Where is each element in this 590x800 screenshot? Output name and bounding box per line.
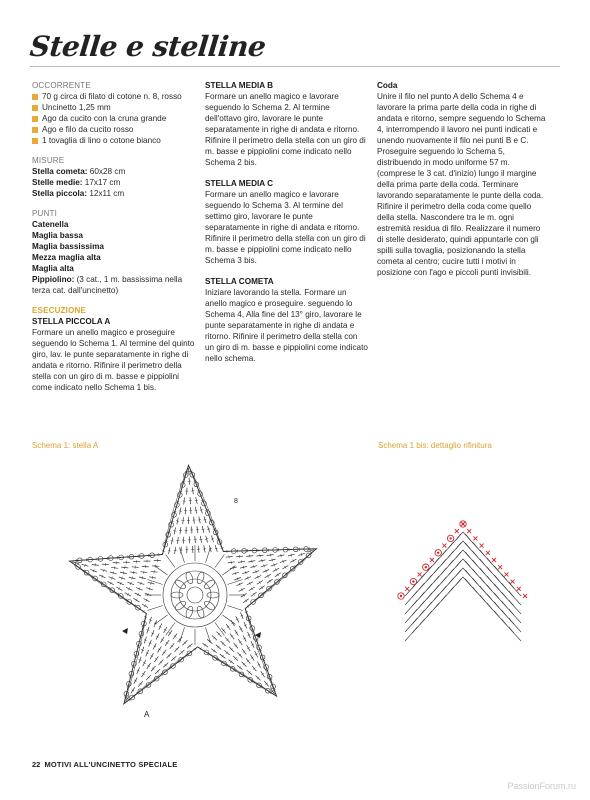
- section-heading-esecuzione: ESECUZIONE: [32, 306, 87, 315]
- column-tail: [377, 80, 547, 278]
- size-label: Stella piccola:: [32, 189, 88, 198]
- bullet-square-icon: [32, 138, 38, 144]
- stitch-name: Maglia bassissima: [32, 242, 104, 251]
- text-coda: Unire il filo nel punto A dello Schema 4 e lavorare la prima parte della coda in righe di andata e ritorno, sempre seguendo lo Schema 4, interrompendo il lavoro nei punti indicati e unendo nuovamente il filo nei punti B e C. Proseguire seguendo lo Schema 5, distribuendo in modo uniforme 57 m. (comprese le 3 cat. d'inizio) lungo il margine della prima parte della coda. Terminare lavorando separatamente le punte della coda. Rifinire il perimetro della coda come quello della stella. Nascondere tra le m. ogni estremità residua di filo. Realizzare il numero di stelle desiderato, quindi appuntarle con gli spilli sulla tovaglia, posizionando la stella cometa al centro; cucire tutti i motivi in posizione con l'ago e piccoli punti invisibili.: [377, 92, 546, 277]
- picot-dot: [437, 552, 439, 554]
- schema1bis-caption: Schema 1 bis: dettaglio rifinitura: [378, 441, 492, 450]
- stitch-name: Mezza maglia alta: [32, 253, 101, 262]
- material-item: [32, 135, 197, 146]
- picot-dot: [400, 595, 402, 597]
- material-text: Uncinetto 1,25 mm: [42, 103, 111, 112]
- material-text: Ago e filo da cucito rosso: [42, 125, 134, 134]
- picot-definition: [32, 274, 197, 296]
- picot-dot: [449, 537, 451, 539]
- page-number: 22: [32, 760, 41, 769]
- size-value: 17x17 cm: [82, 178, 121, 187]
- page-title: Stelle e stelline: [28, 30, 268, 63]
- size-value: 60x28 cm: [87, 167, 126, 176]
- text-stella-media-c: Formare un anello magico e lavorare seguendo lo Schema 3. Al termine del settimo giro, lavorare le punte separatamente in righe di andata e ritorno. Rifinire il perimetro della stella con un giro di m. basse e pippiolini come indicato nello Schema 3 bis.: [205, 190, 366, 265]
- size-label: Stelle medie:: [32, 178, 83, 187]
- page-footer: [32, 760, 177, 769]
- section-heading-occorrente: OCCORRENTE: [32, 81, 91, 90]
- magazine-name: MOTIVI ALL'UNCINETTO SPECIALE: [44, 760, 178, 769]
- point-a-label: A: [144, 710, 150, 719]
- picot-label: Pippiolino:: [32, 275, 75, 284]
- material-text: 70 g circa di filato di cotone n. 8, rosso: [42, 92, 182, 101]
- heading-stella-piccola: STELLA PICCOLA A: [32, 317, 111, 326]
- schema1-caption: Schema 1: stella A: [32, 441, 99, 450]
- section-heading-misure: MISURE: [32, 156, 65, 165]
- size-row: [32, 177, 197, 188]
- material-item: [32, 102, 197, 113]
- heading-stella-media-b: STELLA MEDIA B: [205, 81, 274, 90]
- materials-list: [32, 91, 197, 146]
- sizes-list: [32, 166, 197, 199]
- bullet-square-icon: [32, 116, 38, 122]
- stitch-name: Maglia bassa: [32, 231, 83, 240]
- material-text: 1 tovaglia di lino o cotone bianco: [42, 136, 161, 145]
- material-item: [32, 91, 197, 102]
- column-materials: [32, 80, 197, 393]
- star-crochet-diagram: [70, 455, 320, 745]
- picot-dot: [425, 566, 427, 568]
- bullet-square-icon: [32, 105, 38, 111]
- text-stella-media-b: Formare un anello magico e lavorare seguendo lo Schema 2. Al termine dell'ottavo giro, lavorare le punte separatamente in righe di andata e ritorno. Rifinire il perimetro della stella con un giro di m. basse e pippiolini come indicato nello Schema 2 bis.: [205, 92, 366, 167]
- bullet-square-icon: [32, 127, 38, 133]
- size-value: 12x11 cm: [87, 189, 125, 198]
- size-label: Stella cometa:: [32, 167, 88, 176]
- bullet-square-icon: [32, 94, 38, 100]
- size-row: [32, 188, 197, 199]
- column-medium-stars: [205, 80, 368, 364]
- stitch-name: Maglia alta: [32, 264, 74, 273]
- size-row: [32, 166, 197, 177]
- title-divider: [30, 66, 560, 67]
- picot-text: (3 cat., 1 m. bassissima nella terza cat. dall'uncinetto): [32, 275, 183, 295]
- material-item: [32, 124, 197, 135]
- section-heading-punti: PUNTI: [32, 209, 57, 218]
- material-text: Ago da cucito con la cruna grande: [42, 114, 167, 123]
- row-marker-label: 8: [234, 498, 238, 505]
- heading-stella-media-c: STELLA MEDIA C: [205, 179, 274, 188]
- material-item: [32, 113, 197, 124]
- text-stella-piccola: Formare un anello magico e proseguire seguendo lo Schema 1. Al termine del quinto giro, lav. le punte separatamente in righe di andata e ritorno. Rifinire il perimetro della stella con un giro di m. basse e pippiolini come indicato nello Schema 1 bis.: [32, 328, 195, 392]
- stitch-name: Catenella: [32, 220, 69, 229]
- heading-coda: Coda: [377, 81, 398, 90]
- picot-dot: [412, 580, 414, 582]
- heading-stella-cometa: STELLA COMETA: [205, 277, 274, 286]
- detail-crochet-diagram: [395, 500, 545, 630]
- stitches-list: [32, 219, 197, 274]
- site-watermark: PassionForum.ru: [507, 781, 576, 791]
- text-stella-cometa: Iniziare lavorando la stella. Formare un anello magico e proseguire. seguendo lo Schema 4, Alla fine del 13° giro, lavorare le punte separatamente in righe di andata e ritorno. Rifinire il perimetro della stella con un giro di m. basse e pippiolini come indicato nello schema.: [205, 288, 368, 363]
